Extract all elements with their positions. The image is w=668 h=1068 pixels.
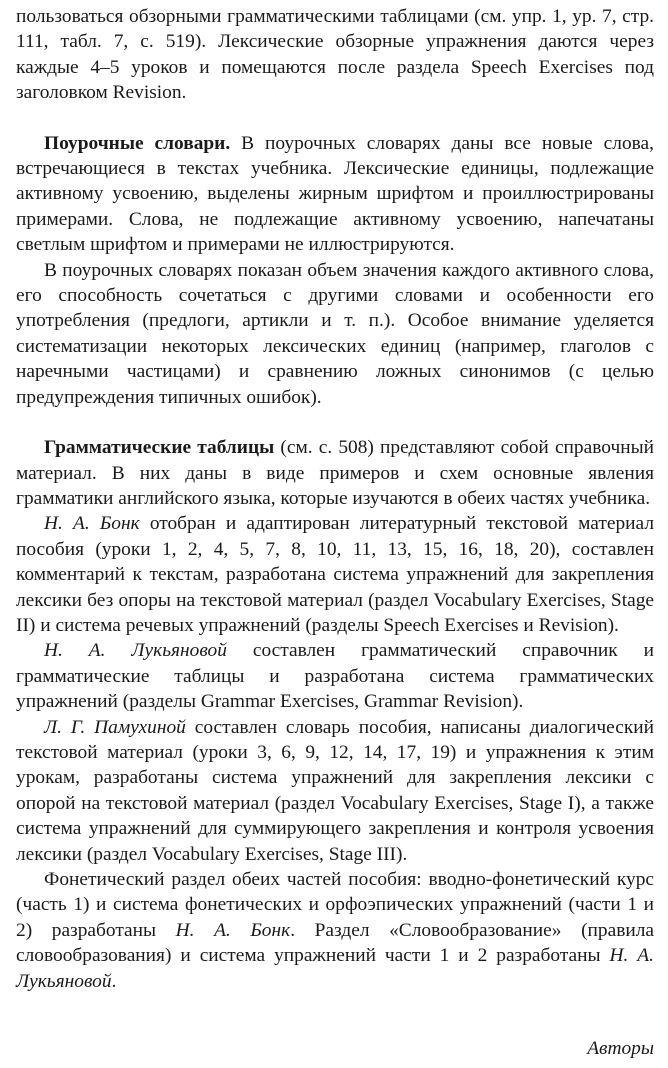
author-name: Н. А. Лукьяновой (16, 945, 654, 992)
paragraph-vocabulary-scope (16, 258, 654, 410)
paragraph-text: отобран и адаптирован литературный текстовой материал пособия (уроки 1, 2, 4, 5, 7, 8, 10, 11, 13, 15, 16, 18, 20), составлен комментарий к текстам, разработана система упражнений для закрепления лексики без опоры на текстовой материал (раздел Vocabulary Exercises, Stage II) и система речевых упражнений (разделы Speech Exercises и Revision). (16, 513, 654, 636)
paragraph-revision-intro (16, 4, 654, 106)
paragraph-text: . Раздел «Словообразование» (правила словообразования) и система упражнений части 1 и 2 разработаны (16, 919, 655, 967)
paragraph-text: В поурочных словарях показан объем значения каждого активного слова, его способность сочетаться с другими словами и особенности его употребления (предлоги, артикли и т. п.). Особое внимание уделяется систематизации некоторых лексических единиц (например, глаголов с наречными частицами) и сравнению ложных синонимов (с целью предупреждения типичных ошибок). (16, 259, 654, 408)
paragraph-author-pamukhina (16, 715, 654, 867)
paragraph-text: Фонетический раздел обеих частей пособия: вводно-фонетический курс (часть 1) и система фонетических и орфоэпических упражнений (части 1 и 2) разработаны (16, 869, 654, 941)
section-heading: Поурочные словари. (44, 132, 231, 154)
paragraph-grammar-tables (16, 435, 654, 511)
author-name: Л. Г. Памухиной (44, 716, 186, 738)
paragraph-author-lukyanova (16, 638, 654, 714)
paragraph-text: . (111, 970, 117, 992)
author-name: Н. А. Бонк (44, 513, 140, 535)
paragraph-text: составлен словарь пособия, написаны диалогический текстовой материал (уроки 3, 6, 9, 12, 14, 17, 19) и упражнения к этим урокам, разработаны система упражнений для закрепления лексики с опорой на текстовой материал (раздел Vocabulary Exercises, Stage I), а также система упражнений для суммирующего закрепления и контроля усвоения лексики (раздел Vocabulary Exercises, Stage III). (16, 716, 654, 865)
paragraph-text: пользоваться обзорными грамматическими таблицами (см. упр. 1, ур. 7, стр. 111, табл. 7, с. 519). Лексические обзорные упражнения даются через каждые 4–5 уроков и помещаются после раздела Speech Exercises под заголовком Revision. (16, 6, 654, 104)
paragraph-text: (см. с. 508) представляют собой справочный материал. В них даны в виде примеров и схем основные явления грамматики английского языка, которые изучаются в обеих частях учебника. (16, 437, 654, 509)
section-heading: Грамматические таблицы (44, 437, 275, 459)
paragraph-lesson-vocabularies (16, 131, 654, 258)
paragraph-text: составлен грамматический справочник и грамматические таблицы и разработана система грамматических упражнений (разделы Grammar Exercises, Grammar Revision). (16, 640, 654, 713)
paragraph-text: В поурочных словарях даны все новые слова, встречающиеся в текстах учебника. Лексические единицы, подлежащие активному усвоению, выделены жирным шрифтом и проиллюстрированы примерами. Слова, не подлежащие активному усвоению, напечатаны светлым шрифтом и примерами не иллюстрируются. (16, 132, 654, 256)
paragraph-author-bonk (16, 511, 654, 638)
paragraph-phonetics (16, 867, 654, 994)
signature: Авторы (587, 1038, 654, 1059)
author-name: Н. А. Бонк (175, 919, 291, 941)
author-name: Н. А. Лукьяновой (44, 640, 227, 662)
